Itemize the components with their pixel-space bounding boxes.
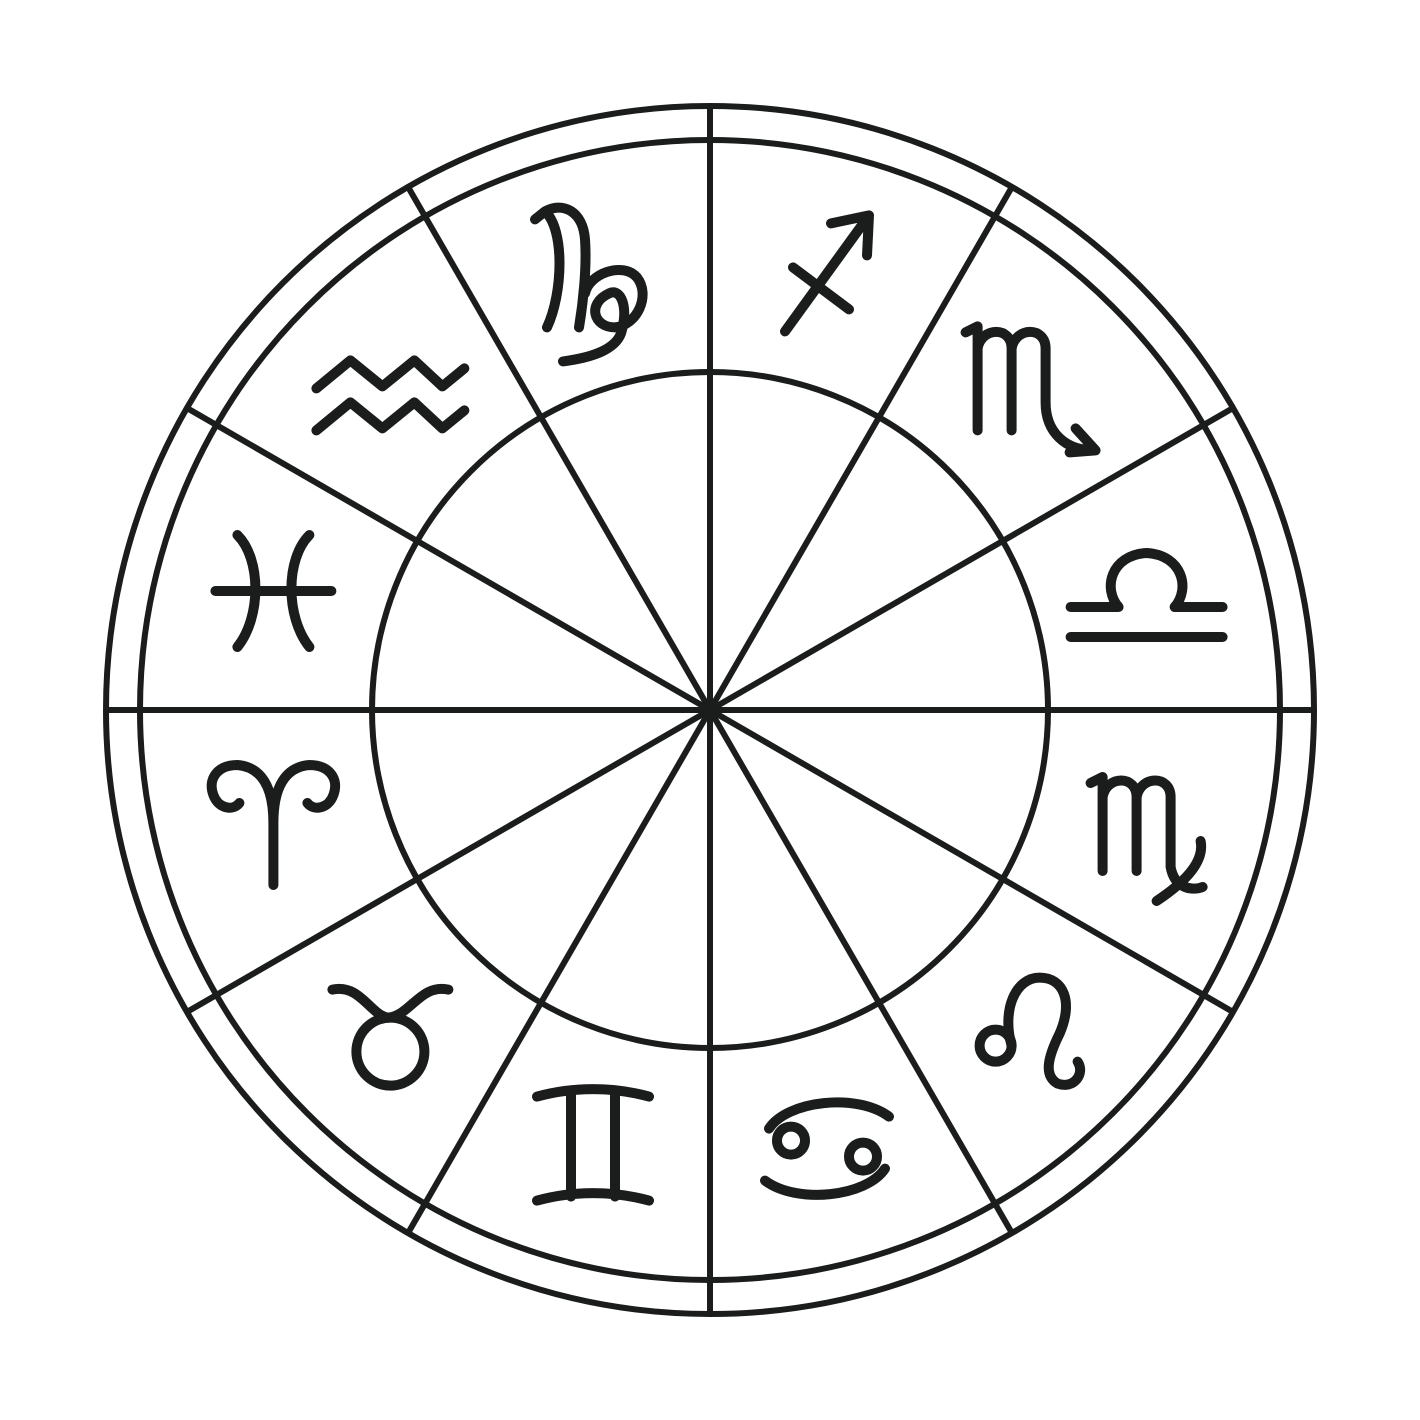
scorpio-icon xyxy=(966,326,1096,452)
capricorn-icon xyxy=(535,208,643,362)
divider-line xyxy=(187,710,710,1012)
aries-icon xyxy=(212,765,335,885)
libra-icon xyxy=(1071,553,1223,637)
divider-line xyxy=(408,710,710,1233)
pisces-icon xyxy=(215,535,331,647)
aquarius-icon xyxy=(316,360,464,430)
wheel-structure xyxy=(106,106,1314,1314)
cancer-icon xyxy=(765,1102,889,1194)
taurus-icon xyxy=(332,989,448,1086)
divider-line xyxy=(710,710,1012,1233)
divider-line xyxy=(187,408,710,710)
divider-line xyxy=(710,187,1012,710)
sagittarius-icon xyxy=(785,215,869,331)
leo-icon xyxy=(980,978,1081,1085)
virgo-icon xyxy=(1091,777,1203,901)
gemini-icon xyxy=(537,1089,649,1201)
divider-line xyxy=(710,710,1233,1012)
